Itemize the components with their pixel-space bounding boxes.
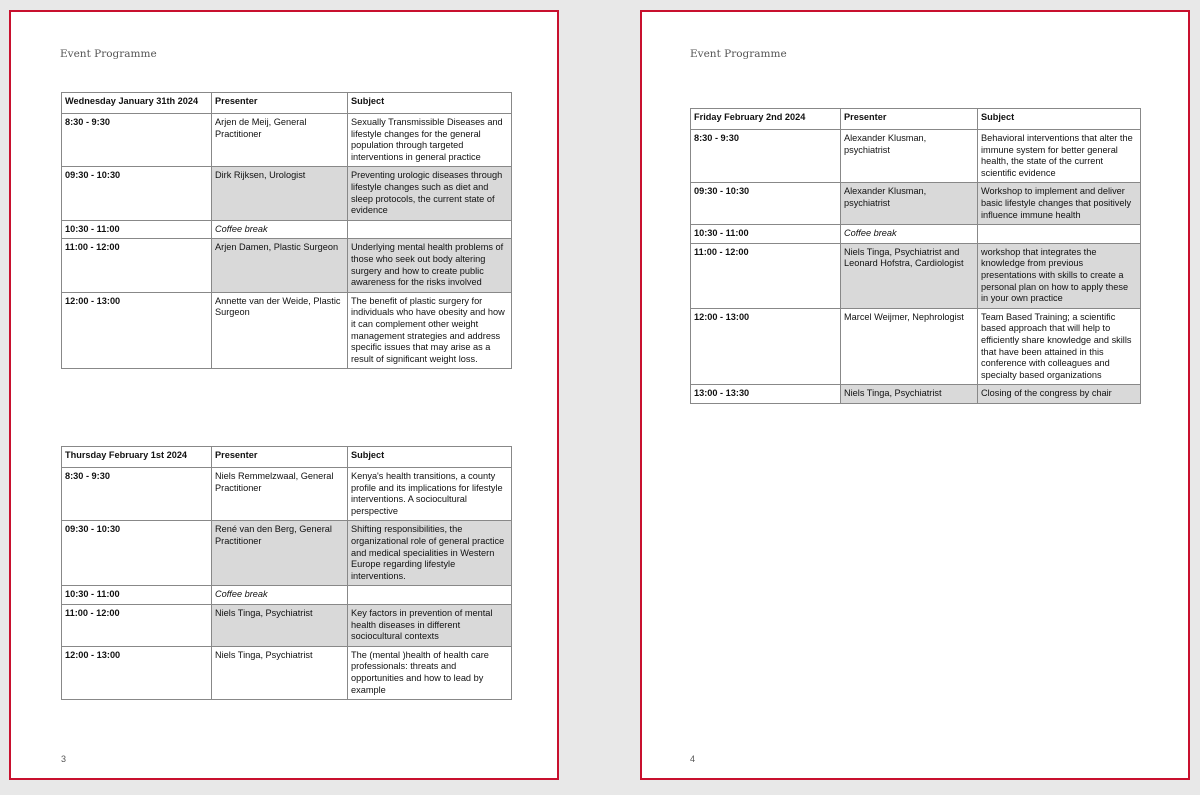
- subject-cell: Behavioral interventions that alter the immune system for better general health, the state of the current scientific evidence: [978, 130, 1141, 183]
- day-header: Wednesday January 31th 2024: [62, 93, 212, 114]
- time-cell: 8:30 - 9:30: [691, 130, 841, 183]
- time-cell: 11:00 - 12:00: [62, 239, 212, 292]
- presenter-cell: Alexander Klusman, psychiatrist: [841, 183, 978, 225]
- page-number: 3: [61, 754, 67, 764]
- table-row: [62, 521, 512, 586]
- day-header: Friday February 2nd 2024: [691, 109, 841, 130]
- table-row: [62, 468, 512, 521]
- presenter-cell: Arjen Damen, Plastic Surgeon: [212, 239, 348, 292]
- subject-cell: Sexually Transmissible Diseases and lifestyle changes for the general population through targeted interventions in general practice: [348, 114, 512, 167]
- time-cell: 13:00 - 13:30: [691, 385, 841, 404]
- presenter-cell: Coffee break: [841, 225, 978, 244]
- table-header-row: [691, 109, 1141, 130]
- subject-cell: workshop that integrates the knowledge from previous presentations with skills to create a personal plan on how to apply these in your own practice: [978, 243, 1141, 308]
- presenter-cell: Niels Tinga, Psychiatrist: [212, 646, 348, 699]
- time-cell: 12:00 - 13:00: [691, 308, 841, 385]
- presenter-cell: Dirk Rijksen, Urologist: [212, 167, 348, 220]
- subject-header: Subject: [348, 93, 512, 114]
- schedule-table-friday: [690, 108, 1141, 404]
- subject-cell: [348, 586, 512, 605]
- table-row: [62, 604, 512, 646]
- table-row: [691, 385, 1141, 404]
- time-cell: 11:00 - 12:00: [62, 604, 212, 646]
- presenter-header: Presenter: [841, 109, 978, 130]
- subject-cell: The (mental )health of health care professionals: threats and opportunities and how to lead by example: [348, 646, 512, 699]
- presenter-cell: Arjen de Meij, General Practitioner: [212, 114, 348, 167]
- subject-cell: Shifting responsibilities, the organizational role of general practice and medical specialities in Western Europe regarding lifestyle interventions.: [348, 521, 512, 586]
- subject-header: Subject: [348, 447, 512, 468]
- time-cell: 12:00 - 13:00: [62, 646, 212, 699]
- table-row: [691, 308, 1141, 385]
- subject-cell: Workshop to implement and deliver basic lifestyle changes that positively influence immune health: [978, 183, 1141, 225]
- table-row: [62, 239, 512, 292]
- table-row: [691, 225, 1141, 244]
- presenter-cell: Coffee break: [212, 586, 348, 605]
- presenter-header: Presenter: [212, 447, 348, 468]
- presenter-cell: Niels Tinga, Psychiatrist: [841, 385, 978, 404]
- table-row: [691, 243, 1141, 308]
- presenter-header: Presenter: [212, 93, 348, 114]
- schedule-table-thursday: [61, 446, 512, 700]
- page-number: 4: [690, 754, 696, 764]
- day-header: Thursday February 1st 2024: [62, 447, 212, 468]
- subject-cell: Underlying mental health problems of those who seek out body altering surgery and how to create public awareness for the risks involved: [348, 239, 512, 292]
- presenter-cell: Marcel Weijmer, Nephrologist: [841, 308, 978, 385]
- presenter-cell: Annette van der Weide, Plastic Surgeon: [212, 292, 348, 369]
- subject-cell: Kenya's health transitions, a county profile and its implications for lifestyle interventions. A sociocultural perspective: [348, 468, 512, 521]
- table-row: [62, 586, 512, 605]
- presenter-cell: Coffee break: [212, 220, 348, 239]
- time-cell: 10:30 - 11:00: [62, 586, 212, 605]
- presenter-cell: René van den Berg, General Practitioner: [212, 521, 348, 586]
- time-cell: 10:30 - 11:00: [62, 220, 212, 239]
- subject-cell: [348, 220, 512, 239]
- subject-header: Subject: [978, 109, 1141, 130]
- time-cell: 11:00 - 12:00: [691, 243, 841, 308]
- table-row: [62, 646, 512, 699]
- time-cell: 12:00 - 13:00: [62, 292, 212, 369]
- document-page-3: [9, 10, 559, 780]
- table-row: [62, 220, 512, 239]
- time-cell: 09:30 - 10:30: [691, 183, 841, 225]
- running-header: Event Programme: [690, 48, 787, 60]
- presenter-cell: Niels Tinga, Psychiatrist and Leonard Hofstra, Cardiologist: [841, 243, 978, 308]
- time-cell: 09:30 - 10:30: [62, 521, 212, 586]
- table-row: [62, 114, 512, 167]
- presenter-cell: Alexander Klusman, psychiatrist: [841, 130, 978, 183]
- running-header: Event Programme: [60, 48, 157, 60]
- time-cell: 10:30 - 11:00: [691, 225, 841, 244]
- subject-cell: Preventing urologic diseases through lifestyle changes such as diet and sleep protocols, the current state of evidence: [348, 167, 512, 220]
- subject-cell: Team Based Training; a scientific based approach that will help to efficiently share knowledge and skills that have been attained in this conference with colleagues and specialty based organizations: [978, 308, 1141, 385]
- subject-cell: The benefit of plastic surgery for individuals who have obesity and how it can complement other weight management strategies and address specific issues that may arise as a result of significant weight loss.: [348, 292, 512, 369]
- document-page-4: [640, 10, 1190, 780]
- subject-cell: [978, 225, 1141, 244]
- time-cell: 8:30 - 9:30: [62, 114, 212, 167]
- time-cell: 09:30 - 10:30: [62, 167, 212, 220]
- table-row: [62, 167, 512, 220]
- presenter-cell: Niels Tinga, Psychiatrist: [212, 604, 348, 646]
- table-header-row: [62, 447, 512, 468]
- subject-cell: Key factors in prevention of mental health diseases in different sociocultural contexts: [348, 604, 512, 646]
- table-row: [62, 292, 512, 369]
- subject-cell: Closing of the congress by chair: [978, 385, 1141, 404]
- table-row: [691, 183, 1141, 225]
- presenter-cell: Niels Remmelzwaal, General Practitioner: [212, 468, 348, 521]
- time-cell: 8:30 - 9:30: [62, 468, 212, 521]
- schedule-table-wednesday: [61, 92, 512, 369]
- table-header-row: [62, 93, 512, 114]
- table-row: [691, 130, 1141, 183]
